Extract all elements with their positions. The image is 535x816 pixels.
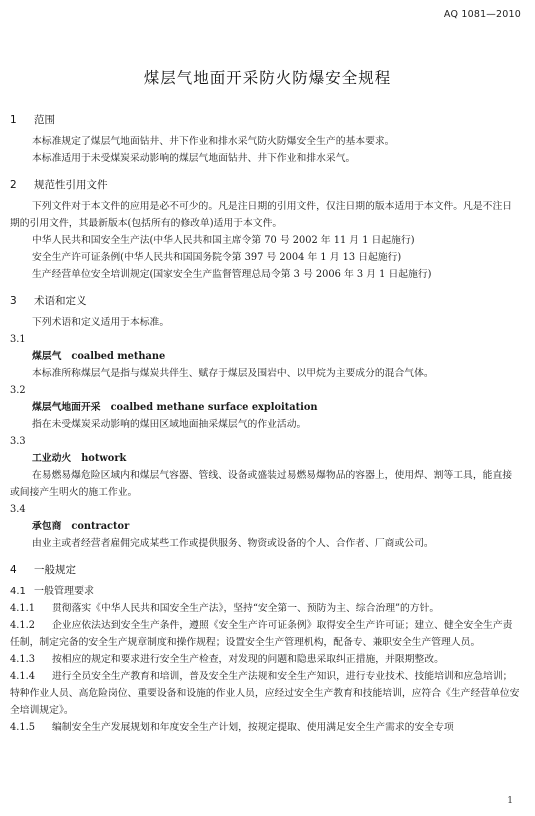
section-heading-2 xyxy=(10,177,521,192)
clause xyxy=(10,668,521,719)
paragraph: 下列术语和定义适用于本标准。 xyxy=(32,317,170,328)
section-title: 一般规定 xyxy=(34,564,76,576)
page-number: 1 xyxy=(507,796,513,806)
section-heading-1 xyxy=(10,112,521,127)
term-number: 3.2 xyxy=(10,385,26,396)
term-definition: 在易燃易爆危险区域内和煤层气容器、管线、设备或盛装过易燃易爆物品的容器上，使用焊、割等工具，能直接或间接产生明火的施工作业。 xyxy=(10,470,513,498)
section-heading-4 xyxy=(10,562,521,577)
section-title: 术语和定义 xyxy=(34,295,87,307)
section-number: 4 xyxy=(10,564,17,576)
clause xyxy=(10,617,521,651)
clause-text: 贯彻落实《中华人民共和国安全生产法》，坚持“安全第一、预防为主、综合治理”的方针。 xyxy=(52,603,440,614)
subsection-heading xyxy=(10,583,521,600)
subsection-number: 4.1 xyxy=(10,586,26,597)
paragraph: 下列文件对于本文件的应用是必不可少的。凡是注日期的引用文件，仅注日期的版本适用于本文件。凡是不注日期的引用文件，其最新版本(包括所有的修改单)适用于本文件。 xyxy=(10,201,513,229)
term-definition: 由业主或者经营者雇佣完成某些工作或提供服务、物资或设备的个人、合作者、厂商或公司。 xyxy=(32,538,434,549)
term-cn: 煤层气 xyxy=(32,351,62,362)
clause-number: 4.1.4 xyxy=(10,671,35,682)
term-en: coalbed methane surface exploitation xyxy=(110,402,318,413)
term-en: hotwork xyxy=(81,453,127,464)
clause xyxy=(10,651,521,668)
term-number: 3.1 xyxy=(10,334,26,345)
reference-item: 中华人民共和国安全生产法(中华人民共和国主席令第 70 号 2002 年 11 月 1 日起施行) xyxy=(32,235,415,246)
term-definition: 指在未受煤炭采动影响的煤田区域地面抽采煤层气的作业活动。 xyxy=(32,419,307,430)
section-title: 范围 xyxy=(34,114,55,126)
section-number: 2 xyxy=(10,179,17,191)
term-entry xyxy=(10,450,521,467)
subsection-title: 一般管理要求 xyxy=(34,586,94,597)
term-cn: 承包商 xyxy=(32,521,62,532)
clause xyxy=(10,600,521,617)
clause-number: 4.1.1 xyxy=(10,603,35,614)
term-definition: 本标准所称煤层气是指与煤炭共伴生、赋存于煤层及围岩中、以甲烷为主要成分的混合气体。 xyxy=(32,368,434,379)
clause-text: 进行全员安全生产教育和培训，普及安全生产法规和安全生产知识，进行专业技术、技能培训和应急培训；特种作业人员、高危险岗位、重要设备和设施的作业人员，应经过安全生产教育和技能培训，应符合《生产经营单位安全培训规定》。 xyxy=(10,671,520,716)
term-number: 3.4 xyxy=(10,504,26,515)
clause-text: 编制安全生产发展规划和年度安全生产计划，按规定提取、使用满足安全生产需求的安全专项 xyxy=(52,722,454,733)
clause xyxy=(10,719,521,736)
document-body xyxy=(10,112,521,736)
paragraph: 本标准适用于未受煤炭采动影响的煤层气地面钻井、井下作业和排水采气。 xyxy=(32,153,356,164)
section-heading-3 xyxy=(10,293,521,308)
clause-text: 企业应依法达到安全生产条件，遵照《安全生产许可证条例》取得安全生产许可证；建立、健全安全生产责任制，制定完备的安全生产规章制度和操作规程；设置安全生产管理机构，配备专、兼职安全生产管理人员。 xyxy=(10,620,513,648)
term-entry xyxy=(10,518,521,535)
term-en: contractor xyxy=(71,521,130,532)
clause-number: 4.1.5 xyxy=(10,722,35,733)
document-code: AQ 1081—2010 xyxy=(443,9,521,20)
term-number: 3.3 xyxy=(10,436,26,447)
term-cn: 煤层气地面开采 xyxy=(32,402,101,413)
clause-number: 4.1.3 xyxy=(10,654,35,665)
clause-number: 4.1.2 xyxy=(10,620,35,631)
term-entry xyxy=(10,348,521,365)
section-title: 规范性引用文件 xyxy=(34,179,108,191)
page-title: 煤层气地面开采防火防爆安全规程 xyxy=(143,69,392,87)
term-en: coalbed methane xyxy=(71,351,166,362)
term-entry xyxy=(10,399,521,416)
term-cn: 工业动火 xyxy=(32,453,72,464)
reference-item: 安全生产许可证条例(中华人民共和国国务院令第 397 号 2004 年 1 月 13 日起施行) xyxy=(32,252,402,263)
section-number: 3 xyxy=(10,295,17,307)
section-number: 1 xyxy=(10,114,17,126)
reference-item: 生产经营单位安全培训规定(国家安全生产监督管理总局令第 3 号 2006 年 3 月 1 日起施行) xyxy=(32,269,432,280)
clause-text: 按相应的规定和要求进行安全生产检查，对发现的问题和隐患采取纠正措施，并限期整改。 xyxy=(52,654,444,665)
paragraph: 本标准规定了煤层气地面钻井、井下作业和排水采气防火防爆安全生产的基本要求。 xyxy=(32,136,395,147)
